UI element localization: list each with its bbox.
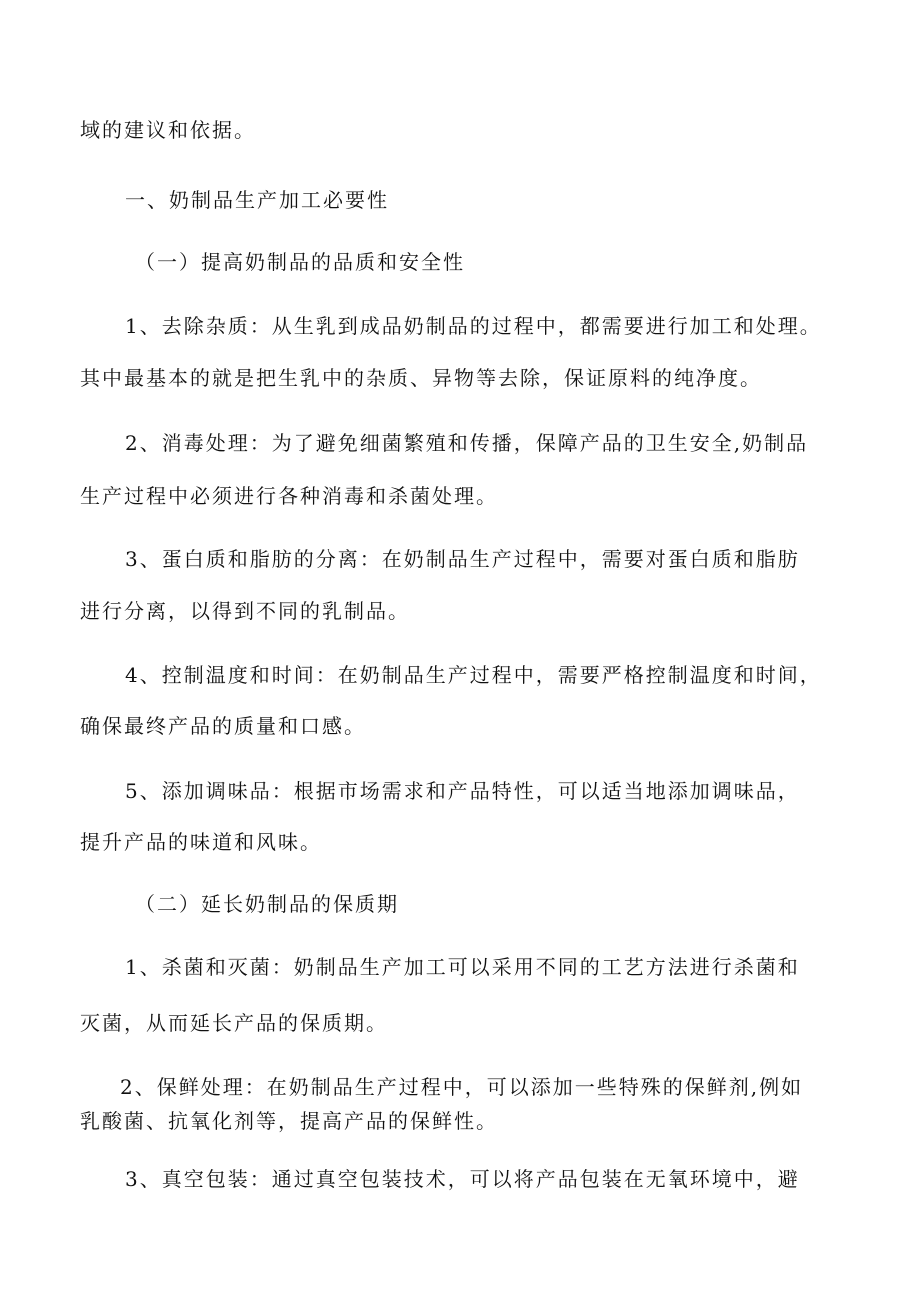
paragraph-line: 提升产品的味道和风味。: [80, 830, 322, 854]
paragraph-line: 生产过程中必须进行各种消毒和杀菌处理。: [80, 484, 498, 508]
paragraph-line: 1、去除杂质：从生乳到成品奶制品的过程中，都需要进行加工和处理。: [125, 314, 822, 338]
paragraph-line: 2、保鲜处理：在奶制品生产过程中，可以添加一些特殊的保鲜剂,例如: [120, 1075, 804, 1099]
paragraph-line: 4、控制温度和时间：在奶制品生产过程中，需要严格控制温度和时间，: [125, 663, 822, 687]
paragraph-continuation: 域的建议和依据。: [80, 118, 256, 142]
subsection-heading: （一）提高奶制品的品质和安全性: [135, 250, 465, 274]
paragraph-line: 其中最基本的就是把生乳中的杂质、异物等去除，保证原料的纯净度。: [80, 366, 762, 390]
paragraph-line: 2、消毒处理：为了避免细菌繁殖和传播，保障产品的卫生安全,奶制品: [125, 431, 809, 455]
paragraph-line: 确保最终产品的质量和口感。: [80, 714, 366, 738]
paragraph-line: 5、添加调味品：根据市场需求和产品特性，可以适当地添加调味品，: [125, 779, 800, 803]
subsection-heading: （二）延长奶制品的保质期: [135, 892, 399, 916]
paragraph-line: 3、真空包装：通过真空包装技术，可以将产品包装在无氧环境中，避: [125, 1167, 800, 1191]
paragraph-line: 进行分离，以得到不同的乳制品。: [80, 599, 410, 623]
paragraph-line: 3、蛋白质和脂肪的分离：在奶制品生产过程中，需要对蛋白质和脂肪: [125, 547, 800, 571]
paragraph-line: 乳酸菌、抗氧化剂等，提高产品的保鲜性。: [80, 1109, 498, 1133]
paragraph-line: 灭菌，从而延长产品的保质期。: [80, 1011, 388, 1035]
paragraph-line: 1、杀菌和灭菌：奶制品生产加工可以采用不同的工艺方法进行杀菌和: [125, 955, 800, 979]
section-heading: 一、奶制品生产加工必要性: [125, 188, 389, 212]
